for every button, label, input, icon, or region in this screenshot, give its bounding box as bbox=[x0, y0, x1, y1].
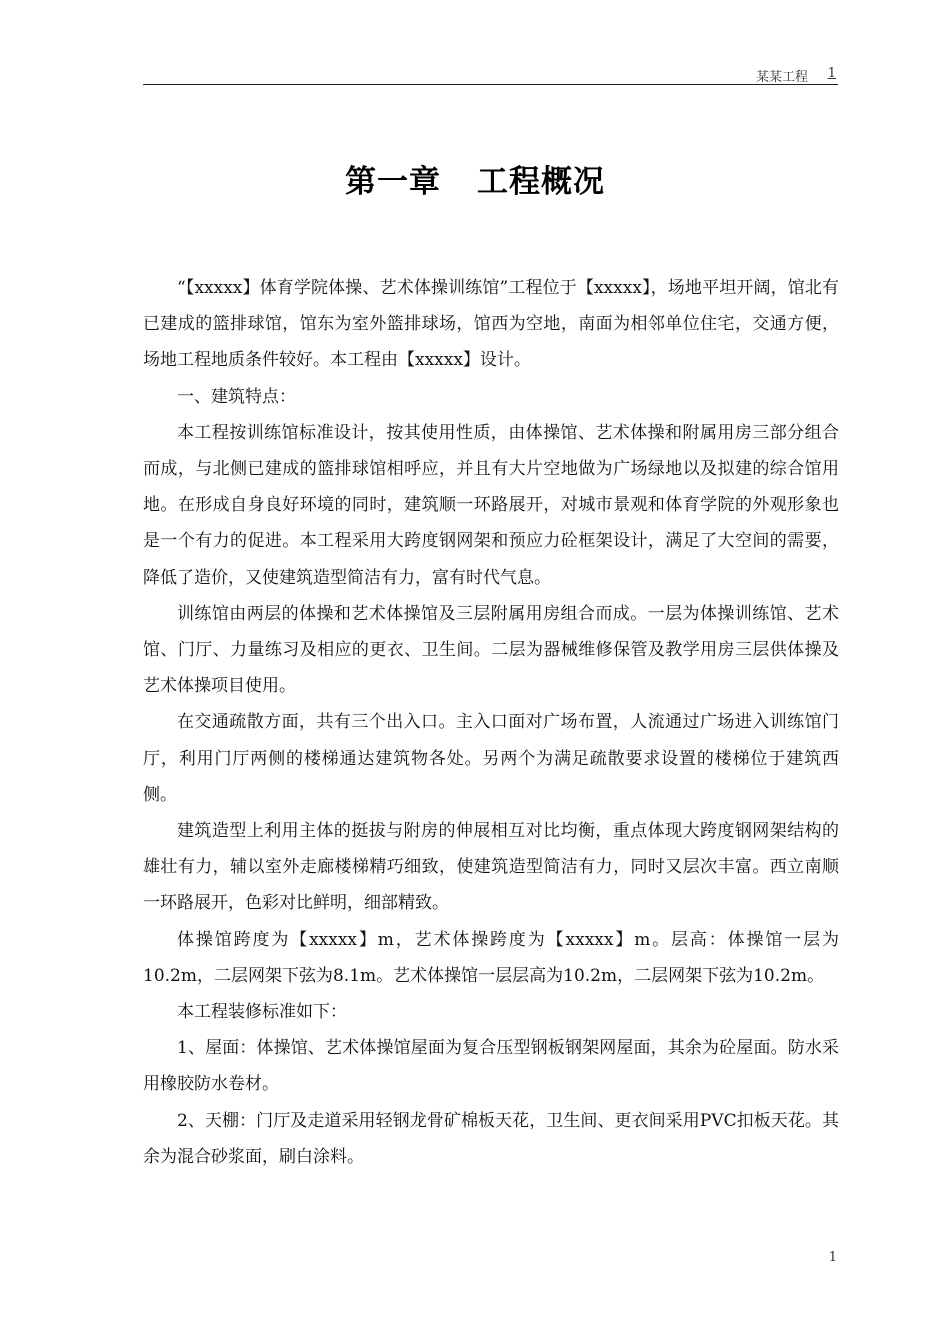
footer-page-number: 1 bbox=[828, 1250, 837, 1265]
header-page-number: 1 bbox=[827, 66, 836, 81]
paragraph-design: 本工程按训练馆标准设计，按其使用性质，由体操馆、艺术体操和附属用房三部分组合而成，与北侧已建成的篮排球馆相呼应，并且有大片空地做为广场绿地以及拟建的综合馆用地。在形成自身良好环境的同时，建筑顺一环路展开，对城市景观和体育学院的外观形象也是一个有力的促进。本工程采用大跨度钢网架和预应力砼框架设计，满足了大空间的需要，降低了造价，又使建筑造型简洁有力，富有时代气息。 bbox=[143, 422, 839, 588]
paragraph-finish-intro: 本工程装修标准如下： bbox=[177, 1002, 347, 1023]
chapter-title: 工程概况 bbox=[477, 164, 605, 200]
paragraph-roof: 1、屋面：体操馆、艺术体操馆屋面为复合压型钢板钢架网屋面，其余为砼屋面。防水采用橡胶防水卷材。 bbox=[143, 1038, 839, 1095]
paragraph-circulation: 在交通疏散方面，共有三个出入口。主入口面对广场布置，人流通过广场进入训练馆门厅，利用门厅两侧的楼梯通达建筑物各处。另两个为满足疏散要求设置的楼梯位于建筑西侧。 bbox=[143, 712, 839, 805]
chapter-number: 第一章 bbox=[345, 164, 441, 200]
page-header bbox=[143, 64, 838, 85]
paragraph-form: 建筑造型上利用主体的挺拔与附房的伸展相互对比均衡，重点体现大跨度钢网架结构的雄壮有力，辅以室外走廊楼梯精巧细致，使建筑造型简洁有力，同时又层次丰富。西立南顺一环路展开，色彩对比鲜明，细部精致。 bbox=[143, 821, 839, 914]
chapter-heading bbox=[0, 156, 950, 201]
header-title: 某某工程 bbox=[755, 70, 808, 85]
paragraph-ceiling: 2、天棚：门厅及走道采用轻钢龙骨矿棉板天花，卫生间、更衣间采用PVC扣板天花。其余为混合砂浆面，刷白涂料。 bbox=[143, 1110, 839, 1167]
paragraph-dimensions: 体操馆跨度为【xxxxx】m，艺术体操跨度为【xxxxx】m。层高：体操馆一层为10.2m，二层网架下弦为8.1m。艺术体操馆一层层高为10.2m，二层网架下弦为10.2m。 bbox=[143, 929, 839, 986]
paragraph-intro: “【xxxxx】体育学院体操、艺术体操训练馆”工程位于【xxxxx】，场地平坦开阔，馆北有已建成的篮排球馆，馆东为室外篮排球场，馆西为空地，南面为相邻单位住宅，交通方便，场地工程地质条件较好。本工程由【xxxxx】设计。 bbox=[143, 278, 839, 371]
body-text bbox=[143, 270, 839, 1175]
paragraph-layout: 训练馆由两层的体操和艺术体操馆及三层附属用房组合而成。一层为体操训练馆、艺术馆、门厅、力量练习及相应的更衣、卫生间。二层为器械维修保管及教学用房三层供体操及艺术体操项目使用。 bbox=[143, 603, 839, 697]
section-heading-architecture: 一、建筑特点： bbox=[177, 386, 296, 407]
